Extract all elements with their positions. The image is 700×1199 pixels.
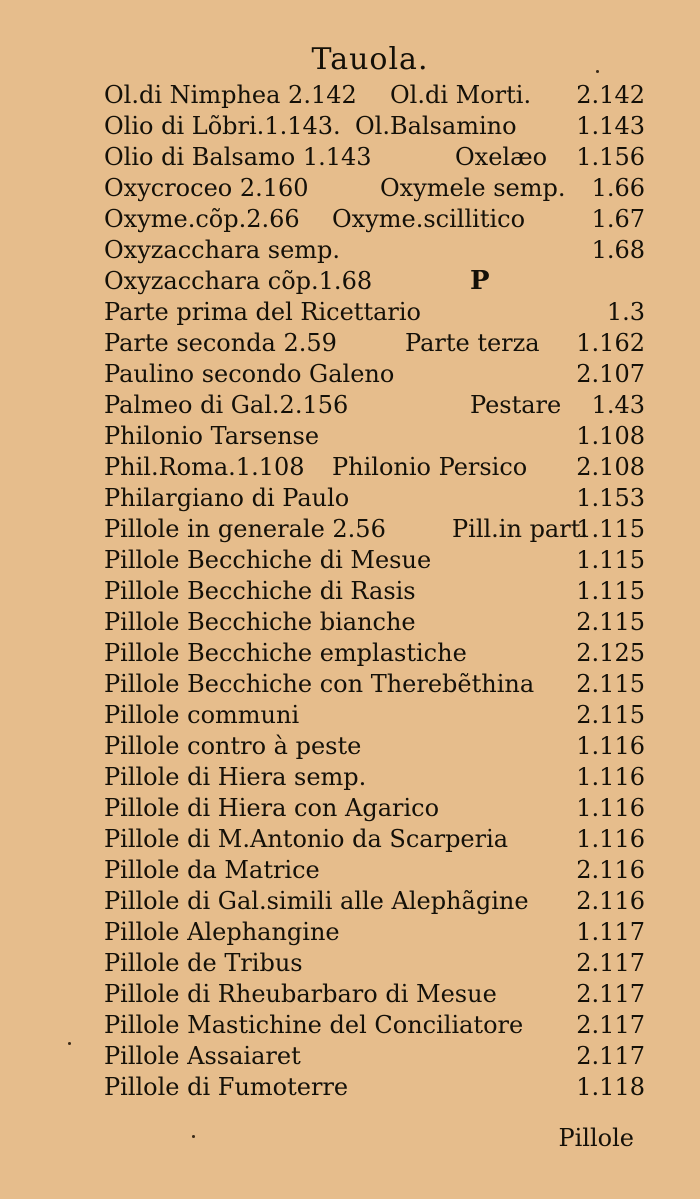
index-entry: [100, 452, 645, 483]
entry-title: Pillole da Matrice: [104, 856, 320, 884]
entry-page-ref: 1.66: [591, 174, 645, 202]
entry-title: Pillole Becchiche con Therebẽthina: [104, 670, 535, 698]
entry-page-ref: 1.67: [591, 205, 645, 233]
ink-speck: [68, 1042, 71, 1045]
entry-title-secondary: Pestare: [470, 391, 562, 419]
entry-page-ref: 1.116: [576, 825, 645, 853]
index-entry: [100, 390, 645, 421]
entry-title: Parte prima del Ricettario: [104, 298, 421, 326]
entry-title-secondary: Oxelæo: [455, 143, 548, 171]
entry-page-ref: 2.117: [576, 980, 645, 1008]
entry-title: Pillole Becchiche di Rasis: [104, 577, 416, 605]
entry-title: Oxyme.cõp.2.66: [104, 205, 300, 233]
index-entry: [100, 917, 645, 948]
page-title: Tauola.: [311, 42, 429, 77]
entry-page-ref: 2.117: [576, 949, 645, 977]
index-entry: [100, 979, 645, 1010]
index-entry: [100, 359, 645, 390]
entry-title: Pillole contro à peste: [104, 732, 362, 760]
index-entry: [100, 80, 645, 111]
entry-page-ref: 2.142: [576, 81, 645, 109]
entry-title: Oxycroceo 2.160: [104, 174, 309, 202]
index-entry: [100, 173, 645, 204]
entry-title: Olio di Balsamo 1.143: [104, 143, 372, 171]
entry-page-ref: 2.115: [576, 701, 645, 729]
entry-title: Pillole Assaiaret: [104, 1042, 301, 1070]
catchword: Pillole: [558, 1124, 634, 1152]
entry-title: Pillole Becchiche di Mesue: [104, 546, 432, 574]
index-entry: [100, 142, 645, 173]
entry-title: Pillole di Fumoterre: [104, 1073, 349, 1101]
index-entry: [100, 793, 645, 824]
entry-title: Pillole Becchiche emplastiche: [104, 639, 467, 667]
ink-speck: [596, 70, 599, 73]
index-entry: [100, 886, 645, 917]
entry-title-secondary: Oxymele semp.: [380, 174, 566, 202]
entry-page-ref: 1.116: [576, 794, 645, 822]
index-entry: [100, 948, 645, 979]
index-entry: [100, 1072, 645, 1103]
index-entry: [100, 421, 645, 452]
entry-page-ref: 1.143: [576, 112, 645, 140]
index-entry: [100, 514, 645, 545]
section-letter: P: [470, 266, 490, 296]
entry-title: Pillole communi: [104, 701, 300, 729]
entry-title: Pillole di Hiera con Agarico: [104, 794, 440, 822]
entry-page-ref: 1.153: [576, 484, 645, 512]
index-entry: [100, 483, 645, 514]
entry-title-secondary: Oxyme.scillitico: [332, 205, 526, 233]
entry-page-ref: 2.117: [576, 1042, 645, 1070]
entry-title: Philargiano di Paulo: [104, 484, 350, 512]
entry-page-ref: 1.117: [576, 918, 645, 946]
index-entry: [100, 731, 645, 762]
index-entry: [100, 1041, 645, 1072]
entry-title: Pillole Mastichine del Conciliatore: [104, 1011, 524, 1039]
entry-page-ref: 1.115: [576, 546, 645, 574]
entry-title-secondary: Philonio Persico: [332, 453, 528, 481]
entry-page-ref: 1.162: [576, 329, 645, 357]
entry-title: Paulino secondo Galeno: [104, 360, 395, 388]
entry-page-ref: 1.43: [591, 391, 645, 419]
entry-title: Pillole in generale 2.56: [104, 515, 386, 543]
entry-title-secondary: Pill.in part.: [452, 515, 588, 543]
entry-title: Phil.Roma.1.108: [104, 453, 305, 481]
index-entry: [100, 1010, 645, 1041]
entry-page-ref: 2.107: [576, 360, 645, 388]
index-entry: [100, 545, 645, 576]
index-entry: [100, 669, 645, 700]
entry-page-ref: 1.116: [576, 732, 645, 760]
entry-page-ref: 2.116: [576, 856, 645, 884]
entry-page-ref: 2.125: [576, 639, 645, 667]
index-entry: [100, 638, 645, 669]
entry-title-secondary: Ol.Balsamino: [355, 112, 517, 140]
entry-title: Pillole di Gal.simili alle Alephãgine: [104, 887, 529, 915]
entry-title-secondary: Ol.di Morti.: [390, 81, 532, 109]
entry-page-ref: 1.115: [576, 515, 645, 543]
entry-title: Olio di Lõbri.1.143.: [104, 112, 341, 140]
entry-title: Pillole di Rheubarbaro di Mesue: [104, 980, 497, 1008]
index-entry: [100, 824, 645, 855]
index-entry: [100, 297, 645, 328]
entry-title: Oxyzacchara semp.: [104, 236, 341, 264]
entry-page-ref: 1.116: [576, 763, 645, 791]
entry-page-ref: 2.115: [576, 608, 645, 636]
index-entry: [100, 328, 645, 359]
entry-title: Philonio Tarsense: [104, 422, 320, 450]
entry-page-ref: 2.108: [576, 453, 645, 481]
entry-title: Pillole di Hiera semp.: [104, 763, 367, 791]
entry-page-ref: 1.118: [576, 1073, 645, 1101]
index-entry: [100, 607, 645, 638]
index-entry: [100, 700, 645, 731]
entry-title: Pillole Alephangine: [104, 918, 340, 946]
entry-page-ref: 2.115: [576, 670, 645, 698]
index-list: [100, 80, 645, 1103]
entry-page-ref: 1.3: [606, 298, 645, 326]
index-entry: [100, 576, 645, 607]
entry-title: Oxyzacchara cõp.1.68: [104, 267, 373, 295]
entry-title-secondary: Parte terza: [405, 329, 540, 357]
entry-page-ref: 2.117: [576, 1011, 645, 1039]
entry-page-ref: 1.68: [591, 236, 645, 264]
index-entry: [100, 204, 645, 235]
entry-title: Pillole di M.Antonio da Scarperia: [104, 825, 509, 853]
index-entry: [100, 855, 645, 886]
entry-page-ref: 1.115: [576, 577, 645, 605]
index-entry: [100, 762, 645, 793]
index-entry: [100, 266, 645, 297]
entry-title: Parte seconda 2.59: [104, 329, 337, 357]
entry-title: Palmeo di Gal.2.156: [104, 391, 349, 419]
entry-title: Ol.di Nimphea 2.142: [104, 81, 357, 109]
entry-page-ref: 1.156: [576, 143, 645, 171]
entry-title: Pillole Becchiche bianche: [104, 608, 416, 636]
ink-speck: [192, 1135, 195, 1138]
entry-title: Pillole de Tribus: [104, 949, 303, 977]
entry-page-ref: 1.108: [576, 422, 645, 450]
index-entry: [100, 235, 645, 266]
index-entry: [100, 111, 645, 142]
entry-page-ref: 2.116: [576, 887, 645, 915]
